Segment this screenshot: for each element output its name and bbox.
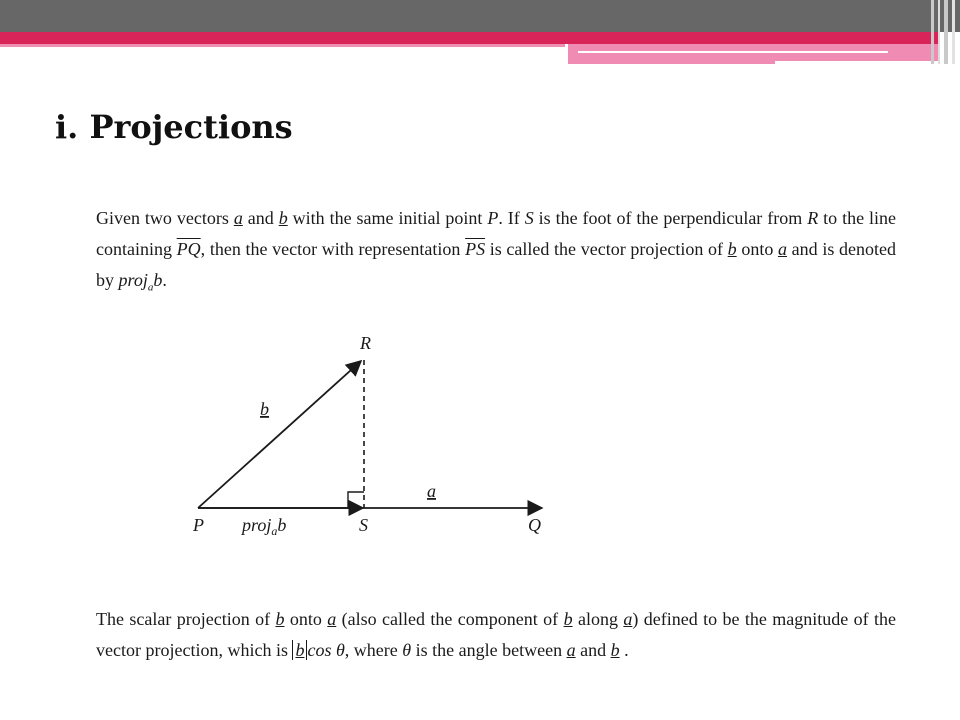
- proj-subscript: a: [147, 281, 154, 294]
- header-edge-line: [944, 0, 948, 64]
- proj-vector: b: [277, 515, 287, 535]
- header-edge-line: [931, 0, 934, 64]
- header-pink-stripe: [0, 44, 565, 47]
- text: is called the vector projection of: [485, 239, 728, 259]
- text: (also called the component of: [336, 609, 564, 629]
- magnitude-b: [292, 640, 307, 660]
- vector-b: b: [727, 239, 737, 259]
- text: onto: [284, 609, 328, 629]
- proj-vector: b: [153, 270, 163, 290]
- vector-b: b: [278, 208, 288, 228]
- text: onto: [736, 239, 778, 259]
- segment-ps: $\overline{PS}$: [465, 239, 486, 259]
- label-b: b: [260, 399, 269, 419]
- point-s: S: [524, 208, 534, 228]
- vector-a: a: [778, 239, 787, 259]
- label-p: P: [193, 515, 204, 535]
- text: and is denoted by: [96, 239, 896, 290]
- proj-notation: [118, 270, 163, 294]
- label-a: a: [427, 481, 436, 501]
- point-r: R: [807, 208, 819, 228]
- text: ) defined to be the magnitude of the vector projection, which is: [96, 609, 896, 660]
- scalar-projection-paragraph: [96, 604, 896, 666]
- label-s: S: [359, 515, 368, 535]
- vector-a: a: [327, 609, 337, 629]
- text: The scalar projection of: [96, 609, 276, 629]
- text: is the angle between: [411, 640, 567, 660]
- proj-text: proj: [242, 515, 272, 535]
- text: . If: [498, 208, 525, 228]
- point-p: P: [487, 208, 499, 228]
- proj-subscript: a: [271, 524, 278, 538]
- text: and: [575, 640, 611, 660]
- text: along: [572, 609, 624, 629]
- text: .: [619, 640, 629, 660]
- label-r: R: [360, 333, 371, 353]
- vector-b: b: [295, 640, 305, 660]
- text: , where: [344, 640, 403, 660]
- text: is the foot of the perpendicular from: [533, 208, 808, 228]
- text: to the line containing: [96, 208, 896, 259]
- label-proj: [240, 515, 286, 538]
- vector-a: a: [233, 208, 243, 228]
- vector-b-arrow: [198, 361, 361, 508]
- header-edge-line: [938, 0, 940, 64]
- vector-a: a: [566, 640, 576, 660]
- slide-title: i. Projections: [55, 108, 293, 146]
- definition-paragraph: [96, 203, 896, 304]
- proj-text: proj: [118, 270, 148, 290]
- header-gray-band: [0, 0, 960, 32]
- text: Given two vectors: [96, 208, 234, 228]
- vector-b: b: [563, 609, 573, 629]
- vector-b: b: [275, 609, 285, 629]
- vector-a: a: [623, 609, 633, 629]
- text: .: [162, 270, 167, 290]
- text: , then the vector with representation: [200, 239, 466, 259]
- label-q: Q: [528, 515, 541, 535]
- header-divider-2: [775, 61, 940, 64]
- segment-pq: $\overline{PQ}$: [176, 239, 201, 259]
- header-pink-band: [0, 32, 940, 44]
- text: with the same initial point: [287, 208, 488, 228]
- cos-theta: cos θ: [307, 640, 345, 660]
- projection-diagram: [180, 328, 580, 548]
- theta: θ: [402, 640, 412, 660]
- header-divider: [578, 51, 888, 53]
- vector-b: b: [610, 640, 620, 660]
- header-edge-line: [952, 0, 955, 64]
- text: and: [242, 208, 279, 228]
- right-angle-marker: [348, 492, 364, 508]
